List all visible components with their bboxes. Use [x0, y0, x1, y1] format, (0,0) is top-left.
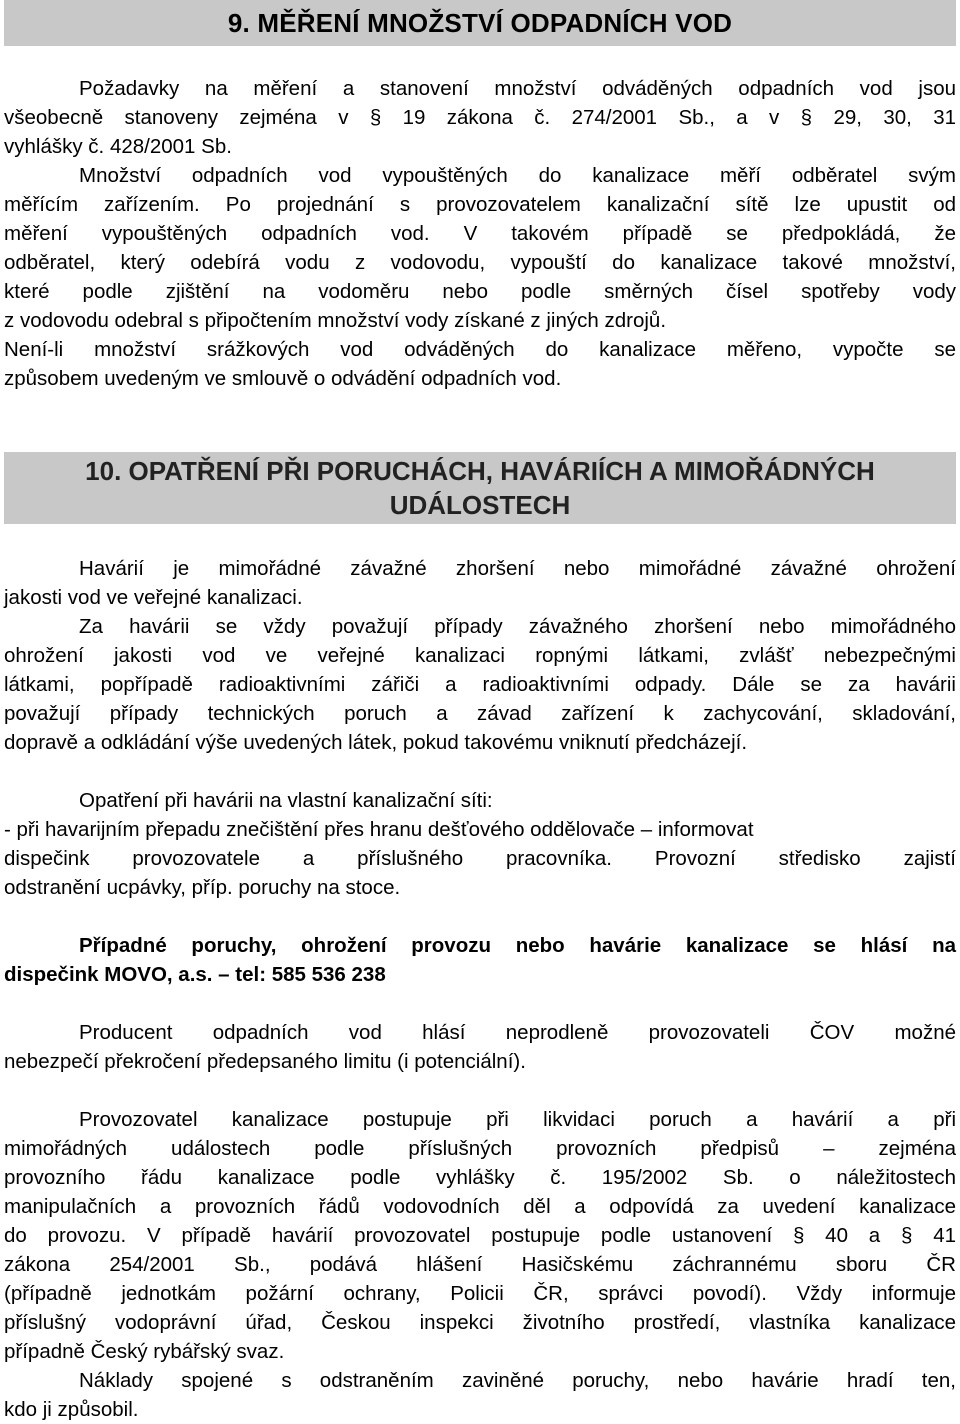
text-line: provozního řádu kanalizace podle vyhlášky č. 195/2002 Sb. o náležitostech — [4, 1166, 956, 1189]
text-line: Množství odpadních vod vypouštěných do kanalizace měří odběratel svým — [79, 164, 956, 187]
text-line: manipulačních a provozních řádů vodovodních děl a odpovídá za uvedení kanalizace — [4, 1195, 956, 1218]
text-line: nebezpečí překročení předepsaného limitu (i potenciální). — [4, 1050, 526, 1073]
text-line: všeobecně stanoveny zejména v § 19 zákona č. 274/2001 Sb., a v § 29, 30, 31 — [4, 106, 956, 129]
text-line: ohrožení jakosti vod ve veřejné kanalizaci ropnými látkami, zvlášť nebezpečnými — [4, 644, 956, 667]
text-line: případně Český rybářský svaz. — [4, 1340, 285, 1363]
text-line: odstranění ucpávky, příp. poruchy na stoce. — [4, 876, 401, 899]
text-line: z vodovodu odebral s připočtením množství vody získané z jiných zdrojů. — [4, 309, 667, 332]
text-line: považují případy technických poruch a závad zařízení k zachycování, skladování, — [4, 702, 956, 725]
text-line: Producent odpadních vod hlásí neprodleně provozovateli ČOV možné — [79, 1021, 956, 1044]
text-line: Není-li množství srážkových vod odváděných do kanalizace měřeno, vypočte se — [4, 338, 956, 361]
text-line: měření vypouštěných odpadních vod. V takovém případě se předpokládá, že — [4, 222, 956, 245]
section-9-heading — [4, 0, 956, 46]
text-line: způsobem uvedeným ve smlouvě o odvádění odpadních vod. — [4, 367, 562, 390]
document-page — [4, 0, 956, 1421]
text-line: zákona 254/2001 Sb., podává hlášení Hasičskému záchrannému sboru ČR — [4, 1253, 956, 1276]
paragraph-opatreni — [4, 786, 956, 902]
text-line: odběratel, který odebírá vodu z vodovodu, vypouští do kanalizace takové množství, — [4, 251, 956, 274]
text-line: - při havarijním přepadu znečištění přes hranu dešťového oddělovače – informovat — [4, 818, 754, 841]
text-line: Náklady spojené s odstraněním zaviněné poruchy, nebo havárie hradí ten, — [79, 1369, 956, 1392]
text-line: Případné poruchy, ohrožení provozu nebo havárie kanalizace se hlásí na — [79, 934, 956, 957]
section-9-title: 9. MĚŘENÍ MNOŽSTVÍ ODPADNÍCH VOD — [227, 7, 733, 38]
text-line: Požadavky na měření a stanovení množství odváděných odpadních vod jsou — [79, 77, 956, 100]
text-line: které podle zjištění na vodoměru nebo podle směrných čísel spotřeby vody — [4, 280, 956, 303]
paragraph-dispecink-contact — [4, 931, 956, 989]
text-line: do provozu. V případě havárií provozovatel postupuje podle ustanovení § 40 a § 41 — [4, 1224, 956, 1247]
text-line: dopravě a odkládání výše uvedených látek, pokud takovému vniknutí předcházejí. — [4, 731, 748, 754]
section-10-title-line1: 10. OPATŘENÍ PŘI PORUCHÁCH, HAVÁRIÍCH A MIMOŘÁDNÝCH — [85, 456, 875, 486]
text-line: Za havárii se vždy považují případy závažného zhoršení nebo mimořádného — [79, 615, 956, 638]
text-line: dispečink provozovatele a příslušného pracovníka. Provozní středisko zajistí — [4, 847, 956, 870]
paragraph-havarie-definition — [4, 554, 956, 757]
text-line: jakosti vod ve veřejné kanalizaci. — [4, 586, 303, 609]
text-line: měřícím zařízením. Po projednání s provozovatelem kanalizační sítě lze upustit od — [4, 193, 956, 216]
text-line: Opatření při havárii na vlastní kanalizační síti: — [79, 789, 493, 812]
section-10-title-line2: UDÁLOSTECH — [389, 490, 571, 520]
text-line: (případně jednotkám požární ochrany, Policii ČR, správci povodí). Vždy informuje — [4, 1282, 956, 1305]
text-line: vyhlášky č. 428/2001 Sb. — [4, 135, 232, 158]
text-line: mimořádných událostech podle příslušných provozních předpisů – zejména — [4, 1137, 956, 1160]
text-line: kdo ji způsobil. — [4, 1398, 139, 1421]
paragraph-producent — [4, 1018, 956, 1076]
paragraph-provozovatel — [4, 1105, 956, 1424]
section-9-text — [4, 74, 956, 393]
section-10-heading — [4, 452, 956, 524]
text-line: dispečink MOVO, a.s. – tel: 585 536 238 — [4, 963, 386, 986]
text-line: Havárií je mimořádné závažné zhoršení nebo mimořádné závažné ohrožení — [79, 557, 956, 580]
text-line: Provozovatel kanalizace postupuje při likvidaci poruch a havárií a při — [79, 1108, 956, 1131]
text-line: látkami, popřípadě radioaktivními zářiči a radioaktivními odpady. Dále se za havárii — [4, 673, 956, 696]
text-line: příslušný vodoprávní úřad, Českou inspekci životního prostředí, vlastníka kanalizace — [4, 1311, 956, 1334]
